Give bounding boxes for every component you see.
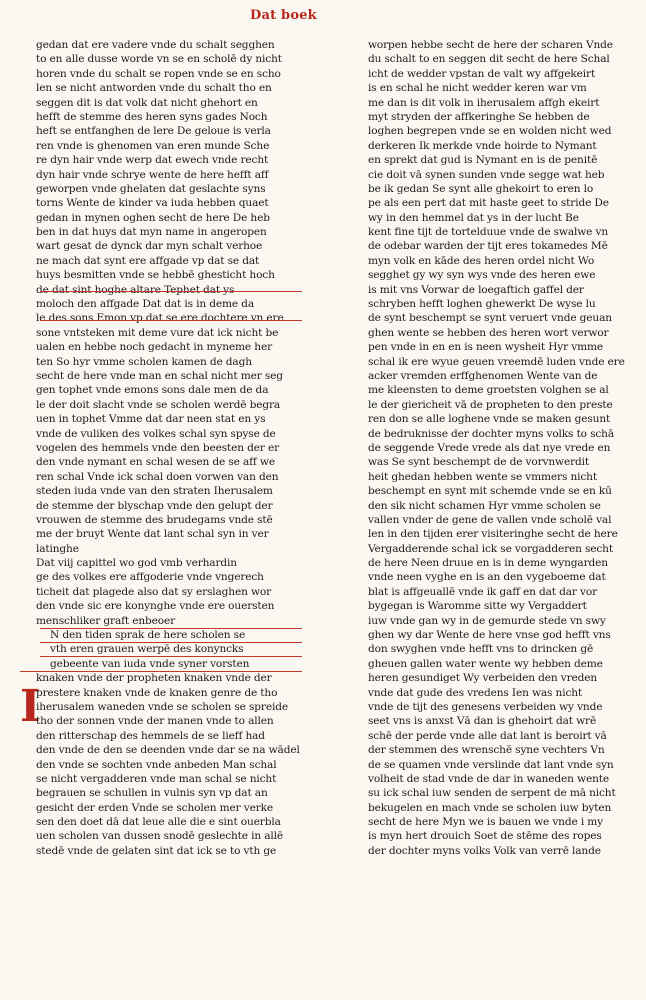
text-line: den sik nicht schamen Hyr vmme scholen se [368, 499, 601, 512]
text-line: ren schal Vnde ick schal doen vorwen van den [36, 470, 279, 483]
text-line: knaken vnde der propheten knaken vnde der [36, 672, 272, 685]
right-column [368, 38, 630, 858]
text-line: re dyn hair vnde werp dat ewech vnde recht [36, 154, 269, 167]
text-line: huys besmitten vnde se hebbē ghesticht hoch [36, 269, 275, 282]
text-line: myn volk en kāde des heren ordel nicht Wo [368, 254, 595, 267]
text-line: su ick schal iuw senden de serpent de mā nicht [368, 787, 616, 800]
text-line: kent fine tijt de tortelduue vnde de swalwe vn [368, 226, 609, 239]
text-line: Dat viij capittel wo god vmb verhardin [36, 557, 237, 570]
text-line: stedē vnde de gelaten sint dat ick se to vth ge [36, 844, 277, 857]
running-header [250, 8, 317, 23]
text-line: len in den tijden erer visiteringhe secht de here [368, 528, 618, 541]
text-line: gebeente van iuda vnde syner vorsten [50, 657, 250, 670]
text-line: me kleensten to deme groetsten volghen se al [368, 384, 609, 397]
text-line: steden iuda vnde van den straten Iherusalem [36, 485, 273, 498]
text-line: der dochter myns volks Volk van verrē lande [368, 844, 601, 857]
text-line: ticheit dat plagede also dat sy erslaghen wor [36, 585, 272, 598]
text-line: vrouwen de stemme des brudegams vnde stē [36, 513, 273, 526]
text-line: vogelen des hemmels vnde den beesten der er [36, 441, 280, 454]
text-line: le des sons Emon vp dat se ere dochtere vn ere [36, 312, 284, 325]
text-line: schal ik ere wyue geuen vreemdē luden vnde ere [368, 355, 625, 368]
rubric-rule [40, 628, 302, 629]
text-line: vth eren grauen werpē des konyncks [50, 643, 244, 656]
text-line: en sprekt dat gud is Nymant en is de penitē [368, 154, 598, 167]
text-line: begrauen se schullen in vulnis syn vp dat an [36, 787, 268, 800]
text-line: myt stryden der affkeringhe Se hebben de [368, 110, 590, 123]
text-line: sone vntsteken mit deme vure dat ick nicht be [36, 326, 279, 339]
text-line: den ritterschap des hemmels de se lieff had [36, 729, 265, 742]
text-line: gedan in mynen oghen secht de here De heb [36, 211, 270, 224]
text-line: prestere knaken vnde de knaken genre de tho [36, 686, 278, 699]
text-line: wy in den hemmel dat ys in der lucht Be [368, 211, 579, 224]
text-line: Vergadderende schal ick se vorgadderen secht [368, 542, 613, 555]
text-line: ualen en hebbe noch gedacht in myneme her [36, 341, 272, 354]
text-line: was Se synt beschempt de de vorvnwerdit [368, 456, 589, 469]
text-line: len se nicht antworden vnde du schalt tho en [36, 82, 272, 95]
text-line: tho der sonnen vnde der manen vnde to allen [36, 715, 274, 728]
rubric-rule [40, 656, 302, 657]
text-line: is en schal he nicht wedder keren war vm [368, 82, 587, 95]
text-line: ghen wente se hebben des heren wort verwor [368, 326, 609, 339]
text-line: menschliker graft enbeoer [36, 614, 176, 627]
text-line: blat is affgeuallē vnde ik gaff en dat dar vor [368, 585, 598, 598]
text-line: latinghe [36, 542, 79, 555]
text-line: le der doit slacht vnde se scholen werdē begra [36, 398, 281, 411]
text-line: iuw vnde gan wy in de gemurde stede vn swy [368, 614, 606, 627]
text-line: don swyghen vnde hefft vns to drincken gē [368, 643, 594, 656]
text-line: schryben hefft loghen ghewerkt De wyse lu [368, 298, 596, 311]
text-line: der stemmen des wrenschē syne vechters Vn [368, 744, 605, 757]
text-line: vnde de tijt des genesens verbeiden wy vnde [368, 700, 603, 713]
text-line: beschempt en synt mit schemde vnde se en kū [368, 485, 612, 498]
text-line: vnde neen vyghe en is an den vygeboeme dat [368, 571, 606, 584]
text-line: iherusalem waneden vnde se scholen se spreide [36, 700, 288, 713]
text-line: loghen begrepen vnde se en wolden nicht wed [368, 125, 612, 138]
text-line: cie doit vā synen sunden vnde segge wat heb [368, 168, 605, 181]
text-line: de dat sint hoghe altare Tephet dat ys [36, 283, 235, 296]
text-line: ge des volkes ere affgoderie vnde vngerech [36, 571, 264, 584]
text-line: heft se entfanghen de lere De geloue is verla [36, 125, 271, 138]
text-line: volheit de stad vnde de dar in waneden wente [368, 772, 609, 785]
text-line: du schalt to en seggen dit secht de here Schal [368, 53, 610, 66]
rubric-rule [40, 642, 302, 643]
text-line: uen scholen van dussen snodē geslechte in allē [36, 830, 284, 843]
text-line: wart gesat de dynck dar myn schalt verhoe [36, 240, 263, 253]
text-line: pen vnde in en en is neen wysheit Hyr vmme [368, 341, 604, 354]
text-line: hefft de stemme des heren syns gades Noch [36, 110, 268, 123]
text-line: derkeren Ik merkde vnde hoirde to Nymant [368, 139, 597, 152]
text-line: secht de here vnde man en schal nicht mer seg [36, 369, 283, 382]
text-line: ten So hyr vmme scholen kamen de dagh [36, 355, 252, 368]
text-line: de bedruknisse der dochter myns volks to schā [368, 427, 615, 440]
text-line: segghet gy wy syn wys vnde des heren ewe [368, 269, 596, 282]
text-line: seggen dit is dat volk dat nicht ghehort en [36, 96, 258, 109]
text-line: vnde dat gude des vredens Ien was nicht [368, 686, 583, 699]
text-line: worpen hebbe secht de here der scharen Vnde [368, 39, 613, 51]
text-line: gedan dat ere vadere vnde du schalt segghen [36, 39, 275, 51]
text-line: ren vnde is ghenomen van eren munde Sche [36, 139, 270, 152]
text-line: ne mach dat synt ere affgade vp dat se dat [36, 254, 260, 267]
text-line: horen vnde du schalt se ropen vnde se en scho [36, 67, 281, 80]
text-line: seet vns is anxst Vā dan is ghehoirt dat wrē [368, 715, 597, 728]
text-line: moloch den affgade Dat dat is in deme da [36, 298, 254, 311]
text-line: heit ghedan hebben wente se vmmers nicht [368, 470, 597, 483]
decorated-initial-I: I [20, 681, 41, 732]
text-line: bygegan is Waromme sitte wy Vergaddert [368, 600, 587, 613]
text-line: torns Wente de kinder va iuda hebben quaet [36, 197, 269, 210]
text-line: den vnde nymant en schal wesen de se aff we [36, 456, 275, 469]
text-line: is myn hert drouich Soet de stēme des ropes [368, 830, 602, 843]
text-line: to en alle dusse worde vn se en scholē dy nicht [36, 53, 282, 66]
text-line: vallen vnder de gene de vallen vnde scholē val [368, 513, 612, 526]
text-line: de here Neen druue en is in deme wyngarden [368, 557, 608, 570]
rubric-rule [40, 320, 302, 321]
rubric-rule [40, 291, 302, 292]
text-line: dyn hair vnde schrye wente de here hefft aff [36, 168, 269, 181]
text-line: gheuen gallen water wente wy hebben deme [368, 657, 603, 670]
text-line: gen tophet vnde emons sons dale men de da [36, 384, 269, 397]
left-column [36, 38, 304, 858]
text-line: secht de here Myn we is bauen we vnde i my [368, 816, 604, 829]
text-line: den vnde de den se deenden vnde dar se na wādel [36, 744, 300, 757]
text-line: pe als een pert dat mit haste geet to stride De [368, 197, 609, 210]
text-line: ren don se alle loghene vnde se maken gesunt [368, 413, 611, 426]
text-line: heren gesundiget Wy verbeiden den vreden [368, 672, 598, 685]
text-line: N den tiden sprak de here scholen se [50, 629, 246, 642]
running-header-text: Dat boek [250, 8, 317, 23]
text-line: sen den doet dā dat leue alle die e sint ouerbla [36, 816, 281, 829]
text-line: ben in dat huys dat myn name in angeropen [36, 226, 267, 239]
text-line: den vnde sic ere konynghe vnde ere ouersten [36, 600, 275, 613]
text-line: geworpen vnde ghelaten dat geslachte syns [36, 182, 266, 195]
rubric-rule [20, 671, 302, 672]
text-line: de stemme der blyschap vnde den gelupt der [36, 499, 273, 512]
text-line: de seggende Vrede vrede als dat nye vrede en [368, 441, 611, 454]
text-line: uen in tophet Vmme dat dar neen stat en ys [36, 413, 266, 426]
text-line: gesicht der erden Vnde se scholen mer verke [36, 801, 273, 814]
text-line: den vnde se sochten vnde anbeden Man schal [36, 758, 277, 771]
text-line: se nicht vergadderen vnde man schal se nicht [36, 772, 277, 785]
text-line: de odebar warden der tijt eres tokamedes Mē [368, 240, 608, 253]
text-line: vnde de vuliken des volkes schal syn spyse de [36, 427, 276, 440]
text-line: bekugelen en mach vnde se scholen iuw byten [368, 801, 612, 814]
text-line: me dan is dit volk in iherusalem affgh ekeirt [368, 96, 600, 109]
text-line: is mit vns Vorwar de loegaftich gaffel der [368, 283, 584, 296]
text-line: me der bruyt Wente dat lant schal syn in ver [36, 528, 269, 541]
text-line: ghen wy dar Wente de here vnse god hefft vns [368, 629, 611, 642]
text-line: be ik gedan Se synt alle ghekoirt to eren lo [368, 182, 594, 195]
text-line: icht de wedder vpstan de valt wy affgekeirt [368, 67, 596, 80]
text-line: le der giericheit vā de propheten to den preste [368, 398, 613, 411]
text-line: schē der perde vnde alle dat lant is beroirt vā [368, 729, 607, 742]
text-line: acker vremden erffghenomen Wente van de [368, 369, 598, 382]
text-line: de se quamen vnde verslinde dat lant vnde syn [368, 758, 614, 771]
text-line: de synt beschempt se synt veruert vnde geuan [368, 312, 612, 325]
